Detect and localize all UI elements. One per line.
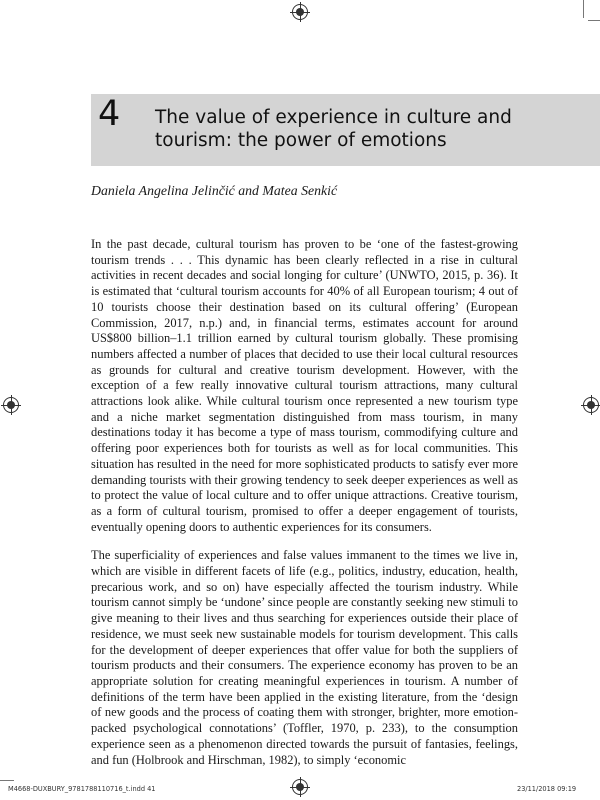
paragraph: The superficiality of experiences and false values immanent to the times we live in, which are visible in different facets of life (e.g., politics, industry, education, health, precarious work, and so on) have especially affected the tourism industry. While tourism cannot simply be ‘undone’ since people are constantly seeking new stimuli to give meaning to their lives and thus searching for experiences outside their place of residence, we must seek new sustainable models for tourism development. This calls for the development of deeper experiences that offer value for both the suppliers of tourism products and their consumers. The experience economy has proven to be an appropriate solution for creating meaningful experiences in tourism. A number of definitions of the term have been applied in the existing literature, from the ‘design of new goods and the process of coating them with stronger, brighter, more emotion-packed psychological connotations’ (Toffler, 1970, p. 233), to the consumption experience seen as a phenomenon directed towards the pursuit of fantasies, feelings, and fun (Holbrook and Hirschman, 1982), to simply ‘economic: [91, 548, 518, 767]
print-slug-file: M4668-DUXBURY_9781788110716_t.indd 41: [8, 785, 156, 793]
crop-line-top-right: [583, 0, 584, 18]
registration-mark-top-icon: [292, 4, 308, 20]
print-slug-datetime: 23/11/2018 09:19: [517, 785, 577, 793]
body-text: [91, 237, 518, 781]
chapter-title: The value of experience in culture and tourism: the power of emotions: [155, 107, 512, 151]
paragraph: In the past decade, cultural tourism has proven to be ‘one of the fastest-growing tourism trends . . . This dynamic has been clearly reflected in a rise in cultural activities in recent decades and social longing for culture’ (UNWTO, 2015, p. 36). It is estimated that ‘cultural tourism accounts for 40% of all European tourism; 4 out of 10 tourists choose their destination based on its cultural offering’ (European Commission, 2017, n.p.) and, in financial terms, estimates account for around US$800 billion–1.1 trillion earned by cultural tourism globally. These promising numbers affected a number of places that decided to use their local cultural resources as grounds for cultural and creative tourism development. However, with the exception of a few really innovative cultural tourism attractions, many cultural attractions look alike. While cultural tourism once represented a new tourism type and a niche market segmentation distinguished from mass tourism, in many destinations today it has become a type of mass tourism, commodifying culture and offering poor experiences both for tourists as well as for local communities. This situation has resulted in the need for more sophisticated products to satisfy ever more demanding tourists with their growing tendency to seek deeper experiences as well as to protect the value of local culture and to offer unique attractions. Creative tourism, as a form of cultural tourism, promised to offer a deeper engagement of tourists, eventually opening doors to authentic experiences for its consumers.: [91, 237, 518, 534]
chapter-authors: Daniela Angelina Jelinčić and Matea Senkić: [91, 183, 338, 198]
chapter-number: 4: [98, 94, 121, 134]
registration-mark-right-icon: [583, 397, 599, 413]
registration-mark-bottom-icon: [292, 779, 308, 795]
registration-mark-left-icon: [3, 397, 19, 413]
crop-line-bottom-left: [0, 780, 14, 781]
crop-line-top-right-h: [588, 20, 600, 21]
